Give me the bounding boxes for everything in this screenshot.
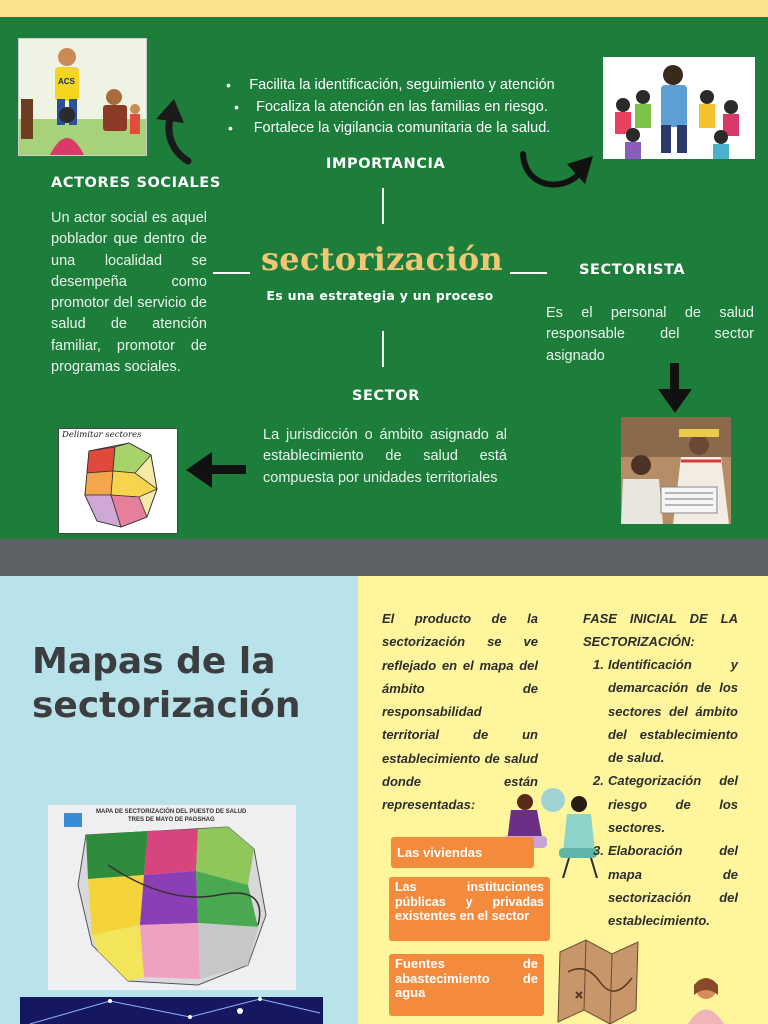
curved-arrow-icon [150,95,202,165]
map-image-subtitle: TRES DE MAYO DE PAGSHAG [128,817,215,823]
tag-viviendas: Las viviendas [391,837,534,868]
actores-title: ACTORES SOCIALES [51,175,221,191]
connector-left [213,272,250,274]
sectorista-text: Es el personal de salud responsable del sector asignado [546,305,754,364]
importance-list [224,75,580,140]
tag-agua: Fuentes de abastecimiento de agua [389,954,544,1016]
phase-item: 2. Categorización del riesgo de los sectores. [593,773,738,836]
sectorista-title: SECTORISTA [579,262,686,278]
sector-text: La jurisdicción o ámbito asignado al establecimiento de salud está compuesta por unidades territoriales [263,427,507,486]
sectorista-group-illustration [603,57,755,159]
phase-item: 3. Elaboración del mapa de sectorización del establecimiento. [593,843,738,929]
map-caption: Delimitar sectores [62,430,142,440]
importance-title: IMPORTANCIA [326,156,446,172]
phase-title: FASE INICIAL DE LA SECTORIZACIÓN: [583,611,738,650]
map-image-title: MAPA DE SECTORIZACIÓN DEL PUESTO DE SALUD [96,809,247,815]
center-title: sectorización [260,240,504,278]
curved-arrow-right-icon [517,148,597,194]
sector-title: SECTOR [352,388,420,404]
importance-point: Facilita la identificación, seguimiento y atención • [226,77,555,93]
acs-badge: ACS [58,77,75,86]
sector-map-image [48,805,296,990]
person-illustration [680,975,730,1024]
importance-point: Focaliza la atención en las familias en riesgo. • [234,98,548,115]
phase-item: 1. Identificación y demarcación de los sectores del ámbito del establecimiento de salud. [593,657,738,766]
connector-top [382,188,384,224]
phase-list [583,653,738,933]
actores-illustration [18,38,147,156]
maps-title: Mapas de la sectorización [32,641,301,726]
delimitar-sectores-map [58,428,178,534]
product-text: El producto de la sectorización se ve reflejado en el mapa del ámbito de responsabilidad territorial de un establecimiento de salud donde están representadas: [382,611,538,813]
arrow-down-icon [658,363,692,413]
arrow-left-icon [186,450,246,490]
actores-text: Un actor social es aquel poblador que dentro de una localidad se desempeña como promotor del servicio de salud de atención familiar, promotor de programas sociales. [51,210,207,376]
folded-map-icon [556,932,642,1024]
sectorista-photo [621,417,731,524]
connector-bottom [382,331,384,367]
tag-instituciones: Las instituciones públicas y privadas existentes en el sector [389,877,550,941]
importance-point: Fortalece la vigilancia comunitaria de la salud. • [228,120,551,136]
top-strip [0,0,768,17]
connector-right [510,272,547,274]
network-image [20,997,323,1024]
center-subtitle: Es una estrategia y un proceso [266,288,494,303]
